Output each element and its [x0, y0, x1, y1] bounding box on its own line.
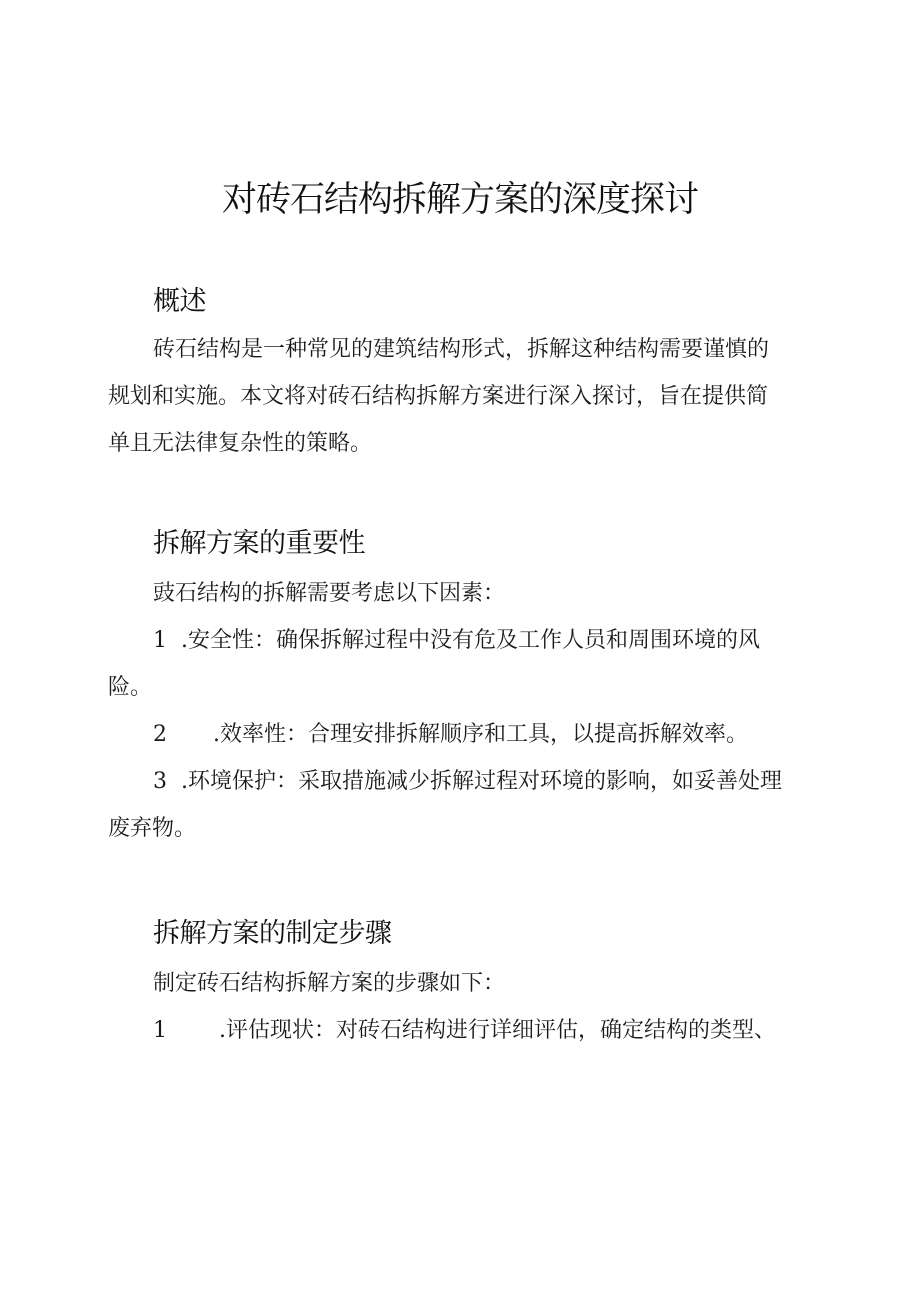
list-item-continuation: 险。 — [108, 675, 153, 700]
section-heading-importance: 拆解方案的重要性 — [153, 528, 365, 559]
list-item-text: .安全性：确保拆解过程中没有危及工作人员和周围环境的风 — [181, 628, 760, 653]
paragraph-line: 砖石结构是一种常见的建筑结构形式，拆解这种结构需要谨慎的 — [153, 337, 770, 362]
importance-body — [108, 570, 820, 852]
list-item-continuation: 废弃物。 — [108, 816, 197, 841]
list-item-number: 1 — [153, 1018, 167, 1043]
list-item-number: 3 — [153, 769, 167, 794]
list-item-text: .效率性：合理安排拆解顺序和工具，以提高拆解效率。 — [213, 722, 748, 747]
list-item-text: .环境保护：采取措施减少拆解过程对环境的影响，如妥善处理 — [181, 769, 782, 794]
intro-line: 制定砖石结构拆解方案的步骤如下： — [153, 971, 506, 996]
paragraph-line: 规划和实施。本文将对砖石结构拆解方案进行深入探讨，旨在提供简 — [108, 384, 769, 409]
paragraph-line: 单且无法律复杂性的策略。 — [108, 431, 373, 456]
steps-body — [108, 960, 820, 1054]
list-item — [108, 758, 820, 805]
list-item — [108, 1007, 820, 1054]
list-item-text: .评估现状：对砖石结构进行详细评估，确定结构的类型、 — [219, 1018, 776, 1043]
section-heading-overview: 概述 — [153, 286, 206, 317]
list-item — [108, 711, 820, 758]
intro-line: 豉石结构的拆解需要考虑以下因素： — [153, 581, 506, 606]
document-title: 对砖石结构拆解方案的深度探讨 — [221, 180, 698, 220]
list-item-number: 2 — [153, 722, 167, 747]
overview-paragraph — [108, 326, 820, 467]
list-item-number: 1 — [153, 628, 167, 653]
section-heading-steps: 拆解方案的制定步骤 — [153, 918, 392, 949]
list-item — [108, 617, 820, 664]
